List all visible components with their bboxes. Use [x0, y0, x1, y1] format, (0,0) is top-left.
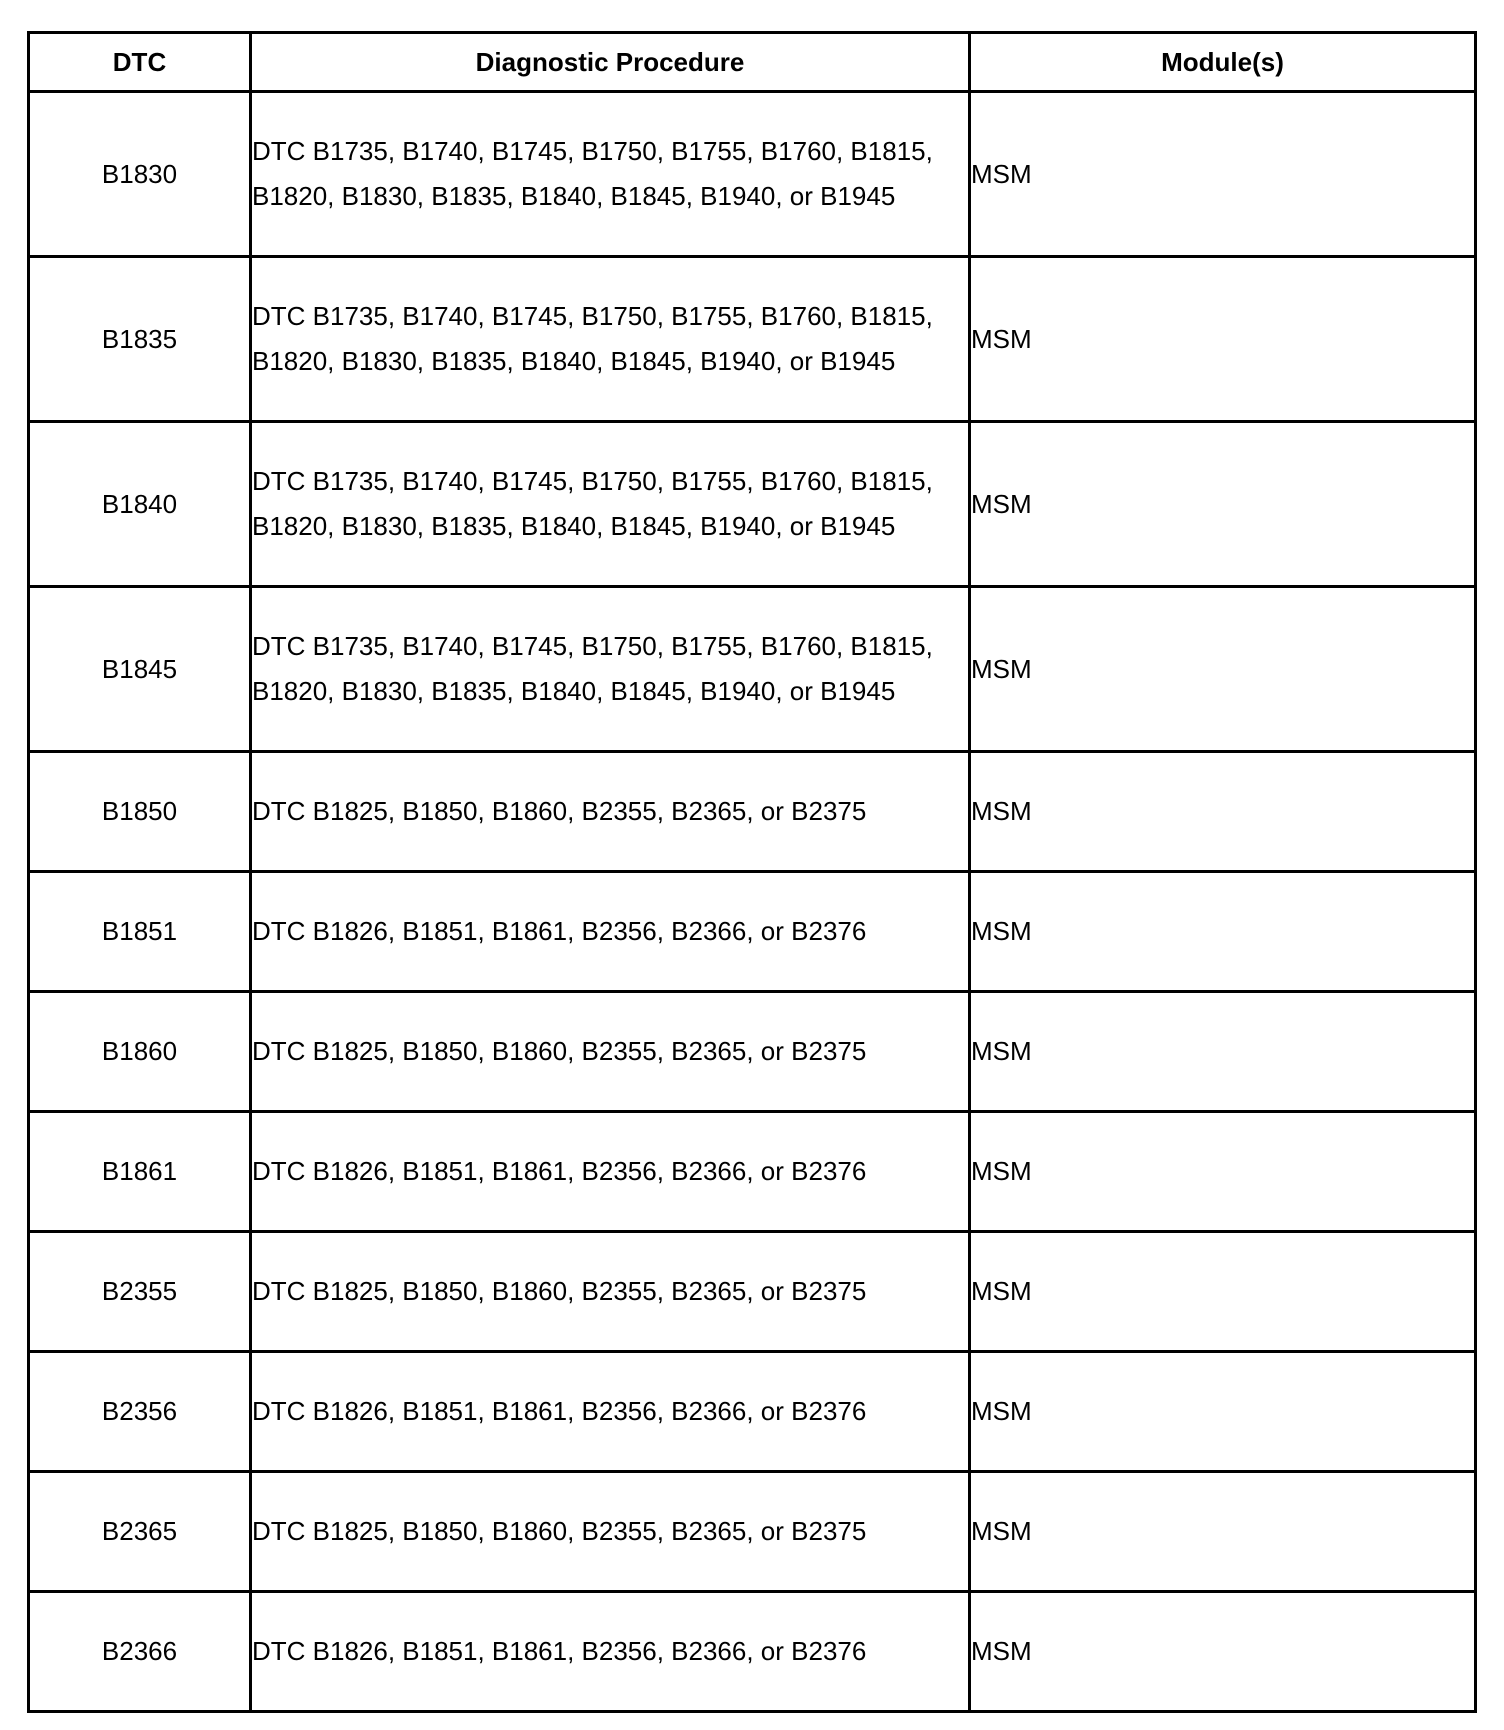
- table-row: [29, 587, 1476, 752]
- module: MSM: [970, 422, 1476, 587]
- table-row: [29, 92, 1476, 257]
- table-row: [29, 422, 1476, 587]
- module: MSM: [970, 257, 1476, 422]
- diagnostic-procedure: DTC B1825, B1850, B1860, B2355, B2365, or B2375: [251, 1472, 970, 1592]
- diagnostic-procedure: DTC B1826, B1851, B1861, B2356, B2366, or B2376: [251, 1112, 970, 1232]
- diagnostic-procedure: DTC B1826, B1851, B1861, B2356, B2366, or B2376: [251, 1592, 970, 1712]
- diagnostic-procedure: DTC B1826, B1851, B1861, B2356, B2366, or B2376: [251, 872, 970, 992]
- table-row: [29, 1592, 1476, 1712]
- diagnostic-procedure: DTC B1826, B1851, B1861, B2356, B2366, or B2376: [251, 1352, 970, 1472]
- diagnostic-procedure: DTC B1735, B1740, B1745, B1750, B1755, B1760, B1815, B1820, B1830, B1835, B1840, B1845, B1940, or B1945: [251, 422, 970, 587]
- module: MSM: [970, 92, 1476, 257]
- dtc-code: B2366: [29, 1592, 251, 1712]
- dtc-code: B2365: [29, 1472, 251, 1592]
- dtc-code: B1830: [29, 92, 251, 257]
- dtc-code: B1845: [29, 587, 251, 752]
- module: MSM: [970, 1592, 1476, 1712]
- module: MSM: [970, 1232, 1476, 1352]
- table-row: [29, 752, 1476, 872]
- diagnostic-procedure: DTC B1825, B1850, B1860, B2355, B2365, or B2375: [251, 752, 970, 872]
- module: MSM: [970, 1472, 1476, 1592]
- table-row: [29, 257, 1476, 422]
- module: MSM: [970, 752, 1476, 872]
- module: MSM: [970, 1352, 1476, 1472]
- module: MSM: [970, 872, 1476, 992]
- diagnostic-procedure: DTC B1735, B1740, B1745, B1750, B1755, B1760, B1815, B1820, B1830, B1835, B1840, B1845, B1940, or B1945: [251, 587, 970, 752]
- dtc-code: B1840: [29, 422, 251, 587]
- table-row: [29, 1352, 1476, 1472]
- dtc-code: B2355: [29, 1232, 251, 1352]
- module: MSM: [970, 587, 1476, 752]
- diagnostic-procedure: DTC B1825, B1850, B1860, B2355, B2365, or B2375: [251, 992, 970, 1112]
- module: MSM: [970, 992, 1476, 1112]
- dtc-code: B1861: [29, 1112, 251, 1232]
- diagnostic-procedure: DTC B1825, B1850, B1860, B2355, B2365, or B2375: [251, 1232, 970, 1352]
- dtc-code: B1835: [29, 257, 251, 422]
- module: MSM: [970, 1112, 1476, 1232]
- table-row: [29, 1112, 1476, 1232]
- table-row: [29, 992, 1476, 1112]
- header-modules: Module(s): [970, 33, 1476, 92]
- dtc-code: B1860: [29, 992, 251, 1112]
- diagnostic-procedure: DTC B1735, B1740, B1745, B1750, B1755, B1760, B1815, B1820, B1830, B1835, B1840, B1845, B1940, or B1945: [251, 92, 970, 257]
- table-row: [29, 1232, 1476, 1352]
- dtc-code: B2356: [29, 1352, 251, 1472]
- table-row: [29, 1472, 1476, 1592]
- header-row: [29, 33, 1476, 92]
- header-dtc: DTC: [29, 33, 251, 92]
- dtc-table: [27, 31, 1477, 1713]
- diagnostic-procedure: DTC B1735, B1740, B1745, B1750, B1755, B1760, B1815, B1820, B1830, B1835, B1840, B1845, B1940, or B1945: [251, 257, 970, 422]
- header-procedure: Diagnostic Procedure: [251, 33, 970, 92]
- dtc-code: B1851: [29, 872, 251, 992]
- table-row: [29, 872, 1476, 992]
- dtc-code: B1850: [29, 752, 251, 872]
